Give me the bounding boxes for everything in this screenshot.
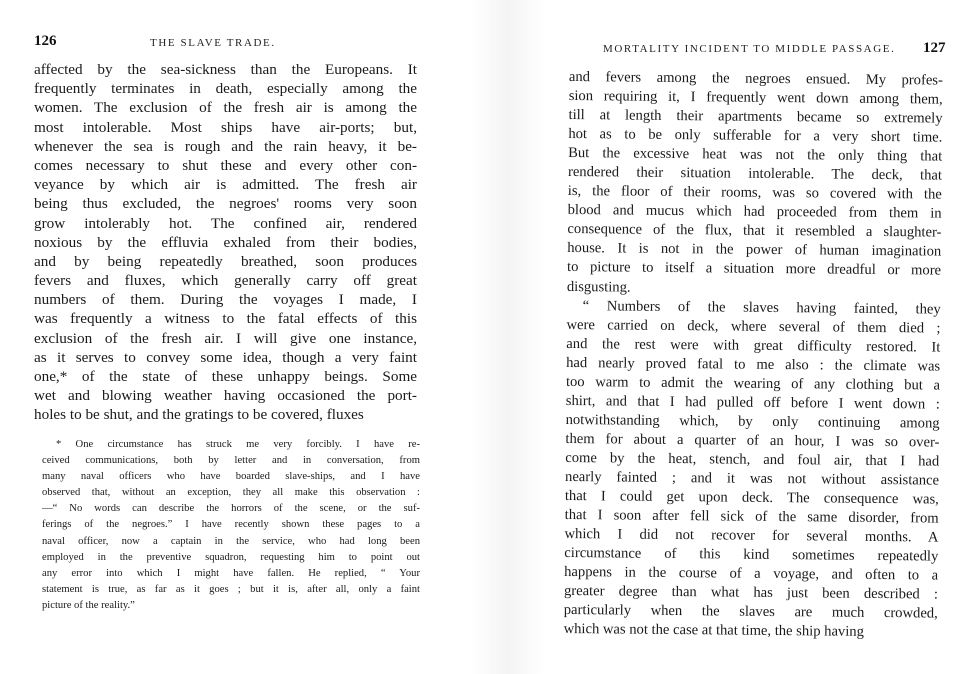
right-page [545, 0, 980, 674]
text-line: ferings of the negroes.” I have recently shown these pages to a [42, 519, 420, 531]
text-line: was frequently a witness to the fatal effects of this [34, 310, 417, 328]
text-line: and the rest were with great difficulty restored. It [566, 335, 941, 356]
text-line: notwithstanding which, by only continuing among [565, 411, 940, 432]
text-line: fevers and fluxes, which generally carry off great [34, 272, 417, 290]
text-line: as it serves to convey some idea, though a very faint [34, 348, 417, 366]
text-line: and by being repeatedly breathed, soon produces [34, 252, 417, 270]
text-line: blood and mucus which had proceeded from them in [567, 202, 942, 222]
text-line: many naval officers who have boarded slave-ships, and I have [42, 471, 420, 483]
left-running-head: THE SLAVE TRADE. [150, 37, 276, 49]
text-line: one,* of the state of these unhappy beings. Some [34, 368, 417, 385]
left-body-text [34, 60, 417, 425]
text-line: which I did not recover for several months. A [564, 526, 939, 546]
right-body-text [564, 68, 943, 643]
text-line: veyance by which air is admitted. The fresh air [34, 176, 417, 194]
text-line: —“ No words can describe the horrors of the scene, or the suf- [42, 503, 420, 515]
footnote [42, 437, 420, 614]
text-line: observed that, without an exception, they all make this observation : [42, 487, 420, 499]
text-line: picture of the reality.” [42, 599, 135, 611]
text-line: noxious by the effluvia exhaled from their bodies, [34, 233, 417, 251]
left-page [0, 0, 470, 674]
text-line: grow intolerably hot. The confined air, rendered [34, 214, 417, 232]
text-line: and fevers among the negroes ensued. My profes- [568, 68, 943, 89]
text-line: were carried on deck, where several of them died ; [566, 316, 941, 337]
text-line: till at length their apartments became so extremely [568, 107, 943, 127]
right-page-number: 127 [923, 40, 946, 56]
text-line: nearly fainted ; and it was not without assistance [564, 468, 940, 489]
text-line: ceived communications, both by letter and in conversation, from [42, 455, 420, 467]
book-gutter [470, 0, 545, 674]
text-line: greater degree than what has just been described : [563, 583, 939, 603]
text-line: numbers of them. During the voyages I made, I [34, 291, 417, 309]
text-line: sion requiring it, I frequently went down among them, [568, 88, 943, 108]
text-line: But the excessive heat was not the only thing that [568, 145, 943, 165]
text-line: come by the heat, stench, and foul air, that I had [565, 449, 940, 470]
text-line: consequence of the flux, that it resembled a slaughter- [567, 221, 942, 241]
text-line: happens in the course of a voyage, and often to a [564, 564, 939, 584]
text-line: shirt, and that I had pulled off before I went down : [565, 392, 940, 413]
text-line: rendered their situation intolerable. The deck, that [567, 164, 943, 184]
text-line: wet and blowing weather having occasioned the port- [34, 387, 417, 405]
text-line: whenever the sea is rough and the rain heavy, it be- [34, 137, 417, 155]
right-running-head: MORTALITY INCIDENT TO MIDDLE PASSAGE. [603, 43, 896, 55]
text-line: * One circumstance has struck me very forcibly. I have re- [56, 439, 420, 450]
text-line: too warm to admit the wearing of any clothing but a [565, 373, 941, 394]
text-line: is, the floor of their rooms, was so covered with the [567, 183, 942, 203]
text-line: disgusting. [566, 278, 631, 296]
text-line: statement is true, as far as it goes ; but it is, after all, only a faint [42, 583, 420, 595]
text-line: employed in the preventive squadron, requesting him to point out [42, 551, 420, 563]
text-line: them for about a quarter of an hour, I was so over- [565, 430, 940, 451]
text-line: holes to be shut, and the gratings to be covered, fluxes [34, 406, 364, 424]
text-line: frequently terminates in death, especially among the [34, 80, 417, 98]
text-line: being thus excluded, the negroes' rooms very soon [34, 195, 417, 213]
text-line: circumstance of this kind sometimes repeatedly [564, 545, 939, 565]
text-line: women. The exclusion of the fresh air is among the [34, 99, 417, 117]
text-line: had nearly proved fatal to me also : the climate was [566, 354, 941, 375]
text-line: comes necessary to shut these and every other con- [34, 156, 417, 174]
text-line: which was not the case at that time, the ship having [563, 621, 864, 641]
text-line: any error into which I might have fallen. He replied, “ Your [42, 567, 420, 579]
text-line: exclusion of the fresh air. I will give one instance, [34, 329, 417, 347]
text-line: house. It is not in the power of human imagination [567, 240, 942, 261]
text-line: that I soon after fell sick of the same disorder, from [564, 507, 939, 527]
text-line: naval officer, now a captain in the service, who had long been [42, 535, 420, 547]
text-line: hot as to be only sufferable for a very short time. [568, 126, 943, 146]
text-line: that I could get upon deck. The consequence was, [564, 488, 939, 508]
text-line: to picture to itself a situation more dreadful or more [567, 259, 942, 280]
text-line: particularly when the slaves are much crowded, [563, 602, 938, 622]
text-line: “ Numbers of the slaves having fainted, they [582, 297, 941, 318]
left-page-number: 126 [34, 33, 57, 49]
text-line: affected by the sea-sickness than the Europeans. It [34, 61, 417, 78]
text-line: most intolerable. Most ships have air-ports; but, [34, 118, 417, 136]
